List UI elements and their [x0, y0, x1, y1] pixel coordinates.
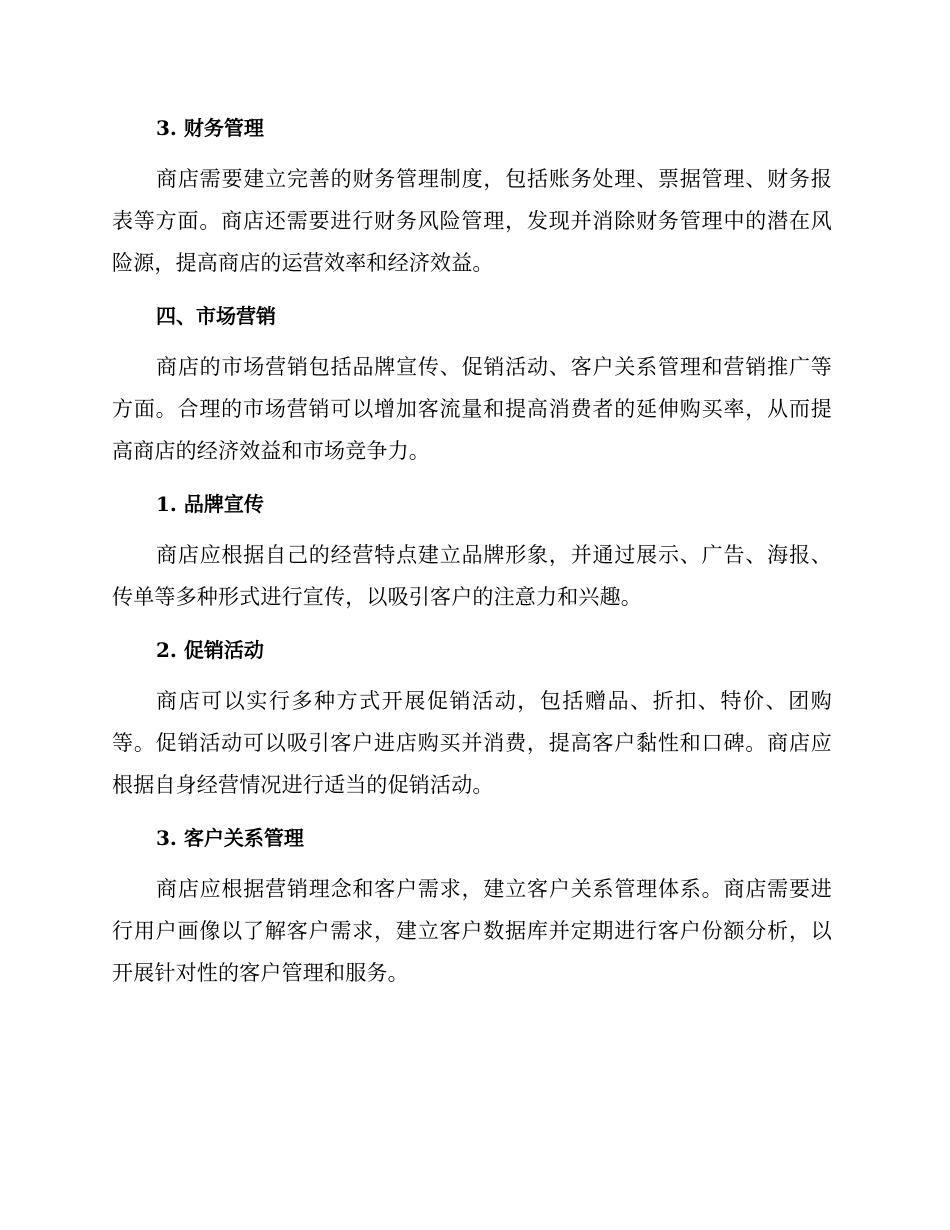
- document-body: [112, 108, 832, 994]
- section-heading-finance-management: 3. 财务管理: [156, 116, 264, 140]
- section-heading-promotional-activities: 2. 促销活动: [156, 638, 264, 662]
- section-paragraph-brand-promotion: 商店应根据自己的经营特点建立品牌形象，并通过展示、广告、海报、传单等多种形式进行宣传，以吸引客户的注意力和兴趣。: [112, 543, 832, 609]
- section-paragraph-customer-relationship: 商店应根据营销理念和客户需求，建立客户关系管理体系。商店需要进行用户画像以了解客户需求，建立客户数据库并定期进行客户份额分析，以开展针对性的客户管理和服务。: [112, 877, 832, 985]
- section-paragraph-promotional-activities: 商店可以实行多种方式开展促销活动，包括赠品、折扣、特价、团购等。促销活动可以吸引客户进店购买并消费，提高客户黏性和口碑。商店应根据自身经营情况进行适当的促销活动。: [112, 689, 832, 797]
- section-heading-marketing: 四、市场营销: [156, 304, 276, 328]
- section-heading-brand-promotion: 1. 品牌宣传: [156, 492, 264, 516]
- section-paragraph-marketing: 商店的市场营销包括品牌宣传、促销活动、客户关系管理和营销推广等方面。合理的市场营销可以增加客流量和提高消费者的延伸购买率，从而提高商店的经济效益和市场竞争力。: [112, 355, 832, 463]
- section-paragraph-finance-management: 商店需要建立完善的财务管理制度，包括账务处理、票据管理、财务报表等方面。商店还需要进行财务风险管理，发现并消除财务管理中的潜在风险源，提高商店的运营效率和经济效益。: [112, 167, 832, 275]
- section-heading-customer-relationship: 3. 客户关系管理: [156, 826, 304, 850]
